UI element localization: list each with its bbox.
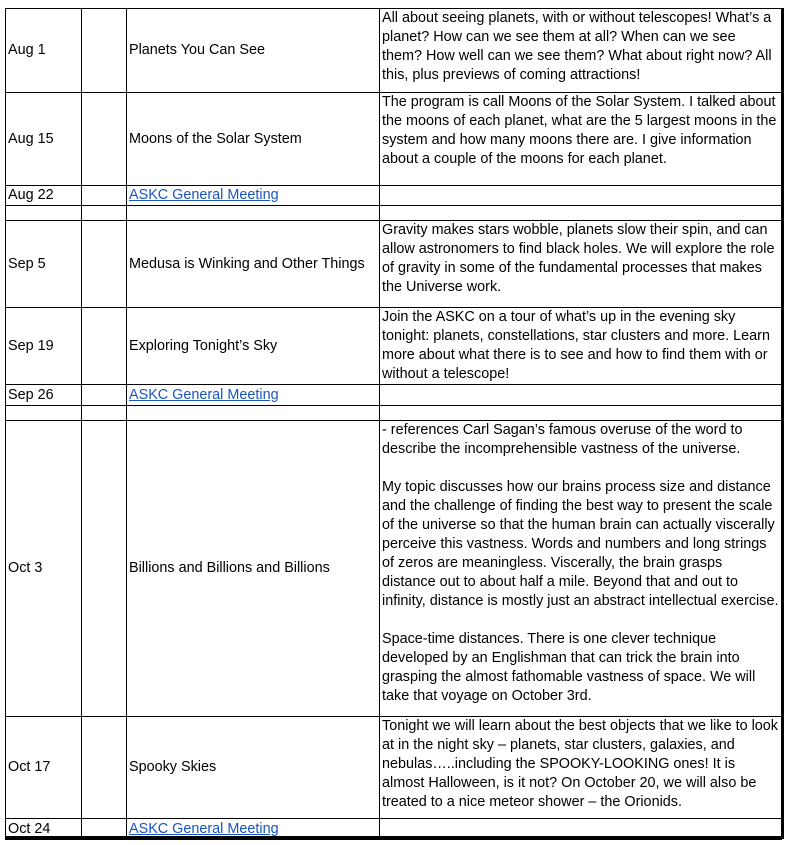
date-cell: Aug 22: [6, 186, 82, 206]
title-cell: [127, 9, 380, 93]
table-shadow-right: [781, 8, 784, 839]
program-title: Billions and Billions and Billions: [129, 560, 330, 576]
date-cell: Sep 19: [6, 308, 82, 385]
program-title: Moons of the Solar System: [129, 130, 302, 147]
description-paragraph: Space-time distances. There is one clever technique developed by an Englishman that can trick the brain into grasping the almost fathomable vastness of space. We will take that voyage on October 3rd.: [382, 631, 756, 704]
schedule-table: [5, 8, 782, 840]
description-cell: [380, 93, 782, 186]
blank-cell: [82, 308, 127, 385]
table-shadow-bottom: [5, 836, 784, 839]
title-cell: [127, 385, 380, 406]
title-cell: [127, 186, 380, 206]
blank-cell: [82, 717, 127, 819]
description-paragraph: Join the ASKC on a tour of what’s up in the evening sky tonight: planets, constellations, star clusters and more. Learn more about what there is to see and how to find them with or without a telescope!: [382, 309, 770, 382]
title-cell: [127, 93, 380, 186]
description-paragraph: The program is call Moons of the Solar System. I talked about the moons of each planet, what are the 5 largest moons in the system and how many moons there are. I give information about a couple of the moons for each planet.: [382, 94, 777, 167]
meeting-link[interactable]: ASKC General Meeting: [129, 820, 279, 837]
description-cell: [380, 206, 782, 221]
table-row: [6, 186, 782, 206]
date-cell: Sep 26: [6, 385, 82, 406]
title-cell: [127, 421, 380, 717]
blank-cell: [82, 385, 127, 406]
description-cell: [380, 717, 782, 819]
table-row: [6, 9, 782, 93]
blank-cell: [82, 406, 127, 421]
description-cell: [380, 308, 782, 385]
table-row: [6, 221, 782, 308]
program-title: Planets You Can See: [129, 42, 266, 58]
program-title: Exploring Tonight’s Sky: [129, 337, 278, 354]
schedule-body: [6, 9, 782, 840]
title-cell: [127, 308, 380, 385]
description-cell: [380, 421, 782, 717]
date-cell: Oct 17: [6, 717, 82, 819]
table-row: [6, 406, 782, 421]
blank-cell: [82, 221, 127, 308]
date-cell: [6, 206, 82, 221]
date-cell: Aug 15: [6, 93, 82, 186]
blank-cell: [82, 9, 127, 93]
meeting-link[interactable]: ASKC General Meeting: [129, 386, 279, 403]
description-cell: [380, 9, 782, 93]
description-paragraph: My topic discusses how our brains process size and distance and the challenge of finding the best way to present the scale of the universe so that the human brain can actually viscerally perceive this vastness. Words and numbers and long strings of zeros are meaningless. Viscerally, the brain grasps distance out to about half a mile. Beyond that and out to infinity, distance is mostly just an abstract intellectual exercise.: [382, 479, 779, 609]
title-cell: [127, 406, 380, 421]
program-title: Spooky Skies: [129, 759, 217, 775]
date-cell: Oct 3: [6, 421, 82, 717]
table-row: [6, 308, 782, 385]
blank-cell: [82, 186, 127, 206]
table-row: [6, 93, 782, 186]
description-cell: [380, 186, 782, 206]
program-title: Medusa is Winking and Other Things: [129, 255, 365, 272]
title-cell: [127, 221, 380, 308]
table-row: [6, 385, 782, 406]
meeting-link[interactable]: ASKC General Meeting: [129, 187, 279, 203]
date-cell: [6, 406, 82, 421]
blank-cell: [82, 421, 127, 717]
blank-cell: [82, 93, 127, 186]
table-row: [6, 206, 782, 221]
table-row: [6, 717, 782, 819]
table-row: [6, 421, 782, 717]
date-cell: Aug 1: [6, 9, 82, 93]
title-cell: [127, 206, 380, 221]
description-paragraph: Gravity makes stars wobble, planets slow their spin, and can allow astronomers to find black holes. We will explore the role of gravity in some of the fundamental processes that makes the Universe work.: [382, 222, 775, 295]
date-cell: Oct 24: [6, 819, 82, 840]
description-paragraph: Tonight we will learn about the best objects that we like to look at in the night sky – planets, star clusters, galaxies, and nebulas…..including the SPOOKY-LOOKING ones! It is almost Halloween, is it not? On October 20, we will also be treated to a nice meteor shower – the Orionids.: [382, 718, 778, 810]
date-cell: Sep 5: [6, 221, 82, 308]
description-cell: [380, 221, 782, 308]
description-cell: [380, 385, 782, 406]
description-paragraph: All about seeing planets, with or without telescopes! What’s a planet? How can we see them at all? When can we see them? How well can we see them? What about right now? All this, plus previews of coming attractions!: [382, 10, 772, 83]
description-cell: [380, 406, 782, 421]
description-paragraph: - references Carl Sagan’s famous overuse of the word to describe the incomprehensible vastness of the universe.: [382, 422, 743, 457]
blank-cell: [82, 206, 127, 221]
title-cell: [127, 717, 380, 819]
